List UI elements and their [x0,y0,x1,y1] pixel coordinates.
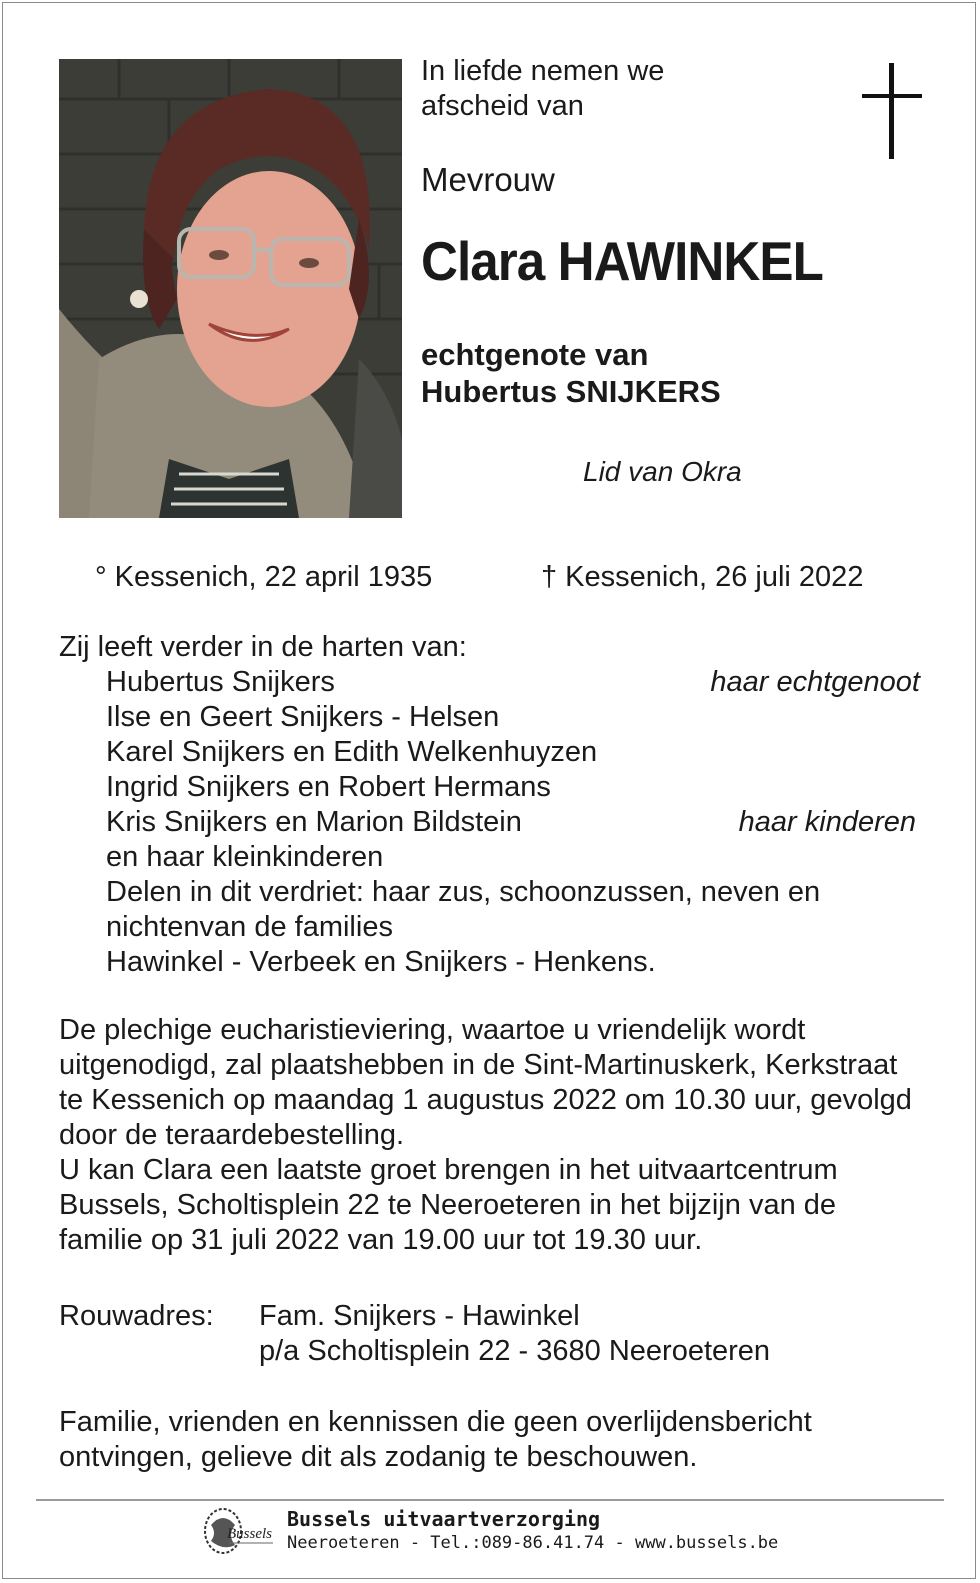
ceremony-paragraph-1: De plechige eucharistieviering, waartoe u vriendelijk wordt uitgenodigd, zal plaatshebben in de Sint-Martinuskerk, Kerkstraat te Kessenich op maandag 1 augustus 2022 om 10.30 uur, gevolgd door de teraardebestelling. [59,1014,912,1151]
survivor-name: Hubertus Snijkers [106,666,335,698]
spouse-line-1: echtgenote van [421,337,649,372]
survivor-row [106,840,926,875]
address-lines [259,1299,770,1369]
sharing-line: Delen in dit verdriet: haar zus, schoonzussen, neven en nichtenvan de families [106,876,821,943]
ceremony-paragraph-2: U kan Clara een laatste groet brengen in het uitvaartcentrum Bussels, Scholtisplein 22 te Neeroeteren in het bijzijn van de familie op 31 juli 2022 van 19.00 uur tot 19.30 uur. [59,1154,838,1256]
address-label: Rouwadres: [59,1300,214,1332]
footer-contact: Neeroeteren - Tel.:089-86.41.74 - www.bussels.be [287,1533,779,1553]
portrait-photo [59,59,402,518]
ceremony-text [59,1013,919,1258]
survivor-row [106,770,926,805]
survivor-name: Kris Snijkers en Marion Bildstein [106,806,522,838]
notice-text: Familie, vrienden en kennissen die geen overlijdensbericht ontvingen, gelieve dit als zodanig te beschouwen. [59,1406,812,1473]
survivor-relation: haar echtgenoot [710,666,920,698]
spouse-line-2: Hubertus SNIJKERS [421,374,721,409]
deceased-name: Clara HAWINKEL [421,230,823,292]
address-line-2: p/a Scholtisplein 22 - 3680 Neeroeteren [259,1335,771,1367]
survivors-heading: Zij leeft verder in de harten van: [59,631,467,663]
footer-divider [36,1499,944,1501]
intro-line-1: In liefde nemen we [421,55,665,87]
survivor-name: en haar kleinkinderen [106,841,384,873]
survivor-row [106,665,926,700]
bussels-logo [201,1505,277,1557]
footer-company: Bussels uitvaartverzorging [287,1507,601,1531]
survivor-row [106,735,926,770]
spouse-block [421,336,721,410]
survivor-row [106,805,926,840]
survivor-name: Ingrid Snijkers en Robert Hermans [106,771,551,803]
membership-note: Lid van Okra [583,456,742,487]
address-line-1: Fam. Snijkers - Hawinkel [259,1300,580,1332]
intro-line-2: afscheid van [421,90,584,122]
title-prefix: Mevrouw [421,161,555,198]
survivor-name: Karel Snijkers en Edith Welkenhuyzen [106,736,598,768]
survivor-relation: haar kinderen [738,806,916,838]
survivor-name: Ilse en Geert Snijkers - Helsen [106,701,500,733]
cross-icon [862,63,922,159]
death-date: † Kessenich, 26 juli 2022 [541,561,864,593]
birth-date: ° Kessenich, 22 april 1935 [95,561,433,593]
families-line: Hawinkel - Verbeek en Snijkers - Henkens. [106,946,656,978]
portrait-illustration [59,59,402,518]
intro-text [421,54,664,124]
survivor-row [106,700,926,735]
survivors-list [106,665,926,980]
svg-text:Bussels: Bussels [227,1526,272,1542]
